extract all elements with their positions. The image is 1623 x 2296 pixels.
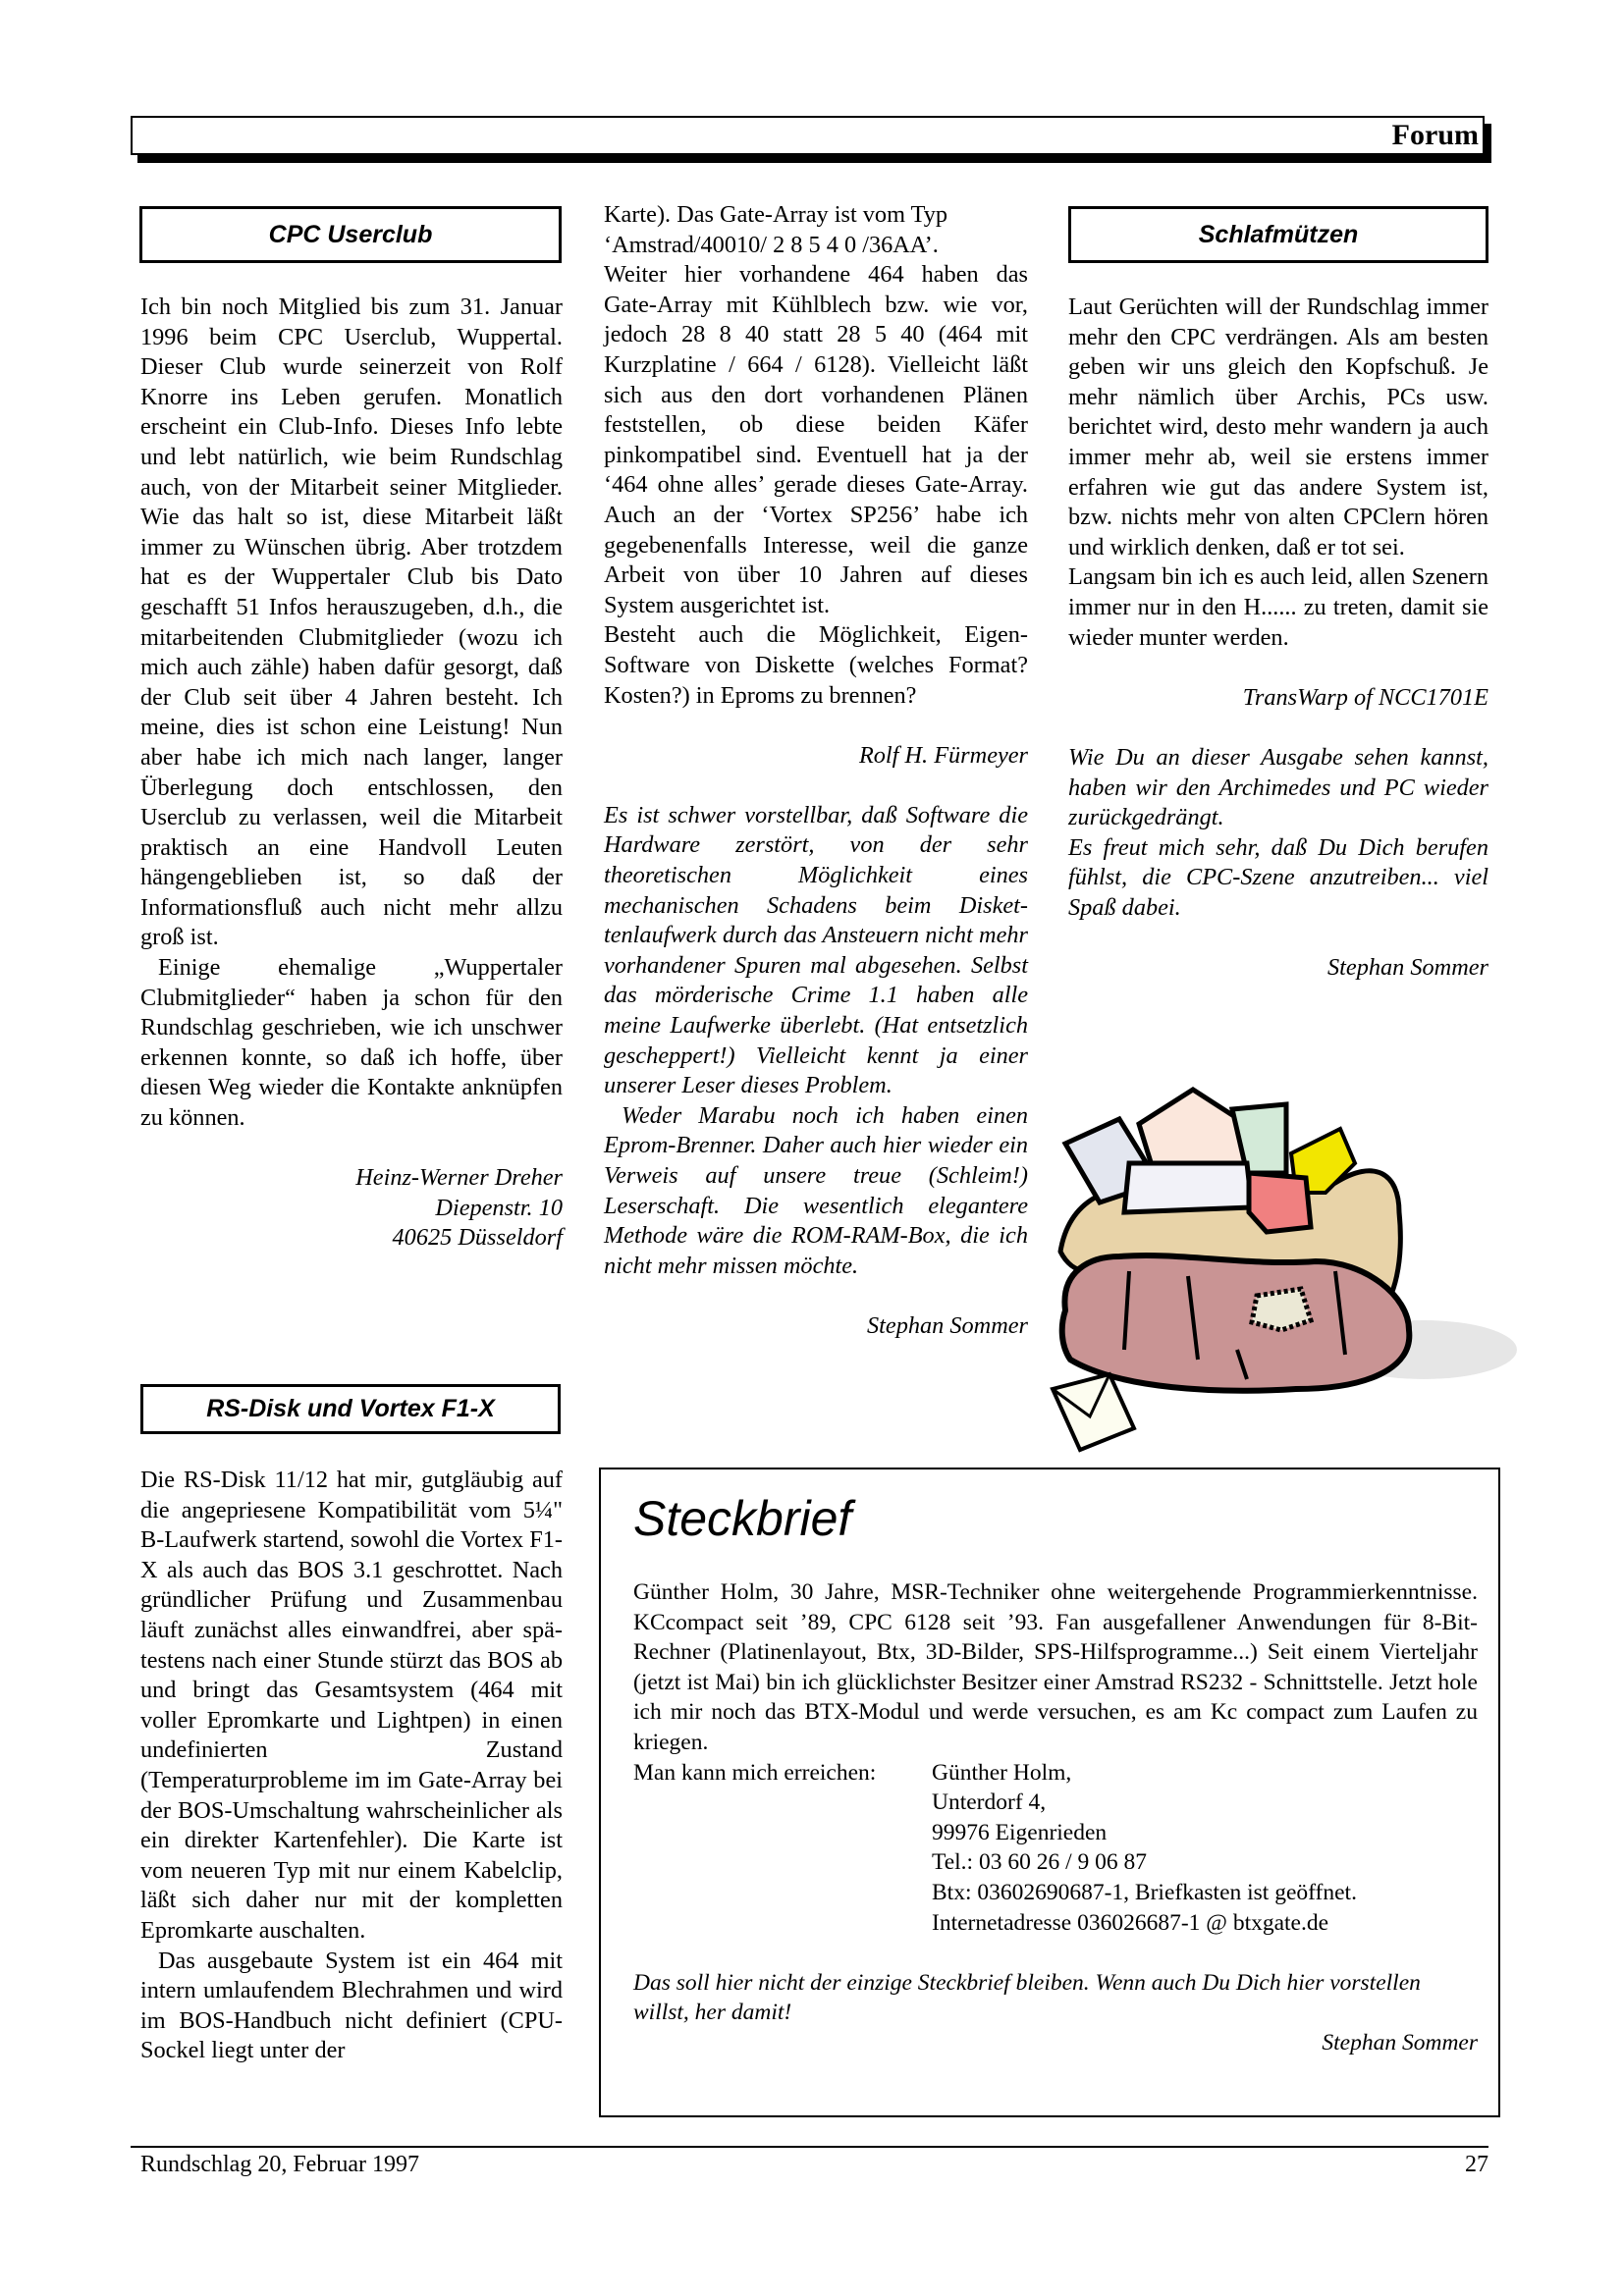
- editor-reply-paragraph: Wie Du an dieser Ausgabe sehen kannst, haben wir den Archimedes und PC wieder zurückgedrängt.: [1068, 743, 1488, 831]
- steckbrief-signature: Stephan Sommer: [1322, 2029, 1478, 2056]
- article-schlafmuetzen: [1068, 293, 1488, 984]
- contact-label: Man kann mich erreichen:: [633, 1759, 877, 1786]
- heading-rs-disk: RS-Disk und Vortex F1-X: [140, 1384, 561, 1434]
- sack-body: [1062, 1255, 1410, 1391]
- contact-street: Unterdorf 4,: [932, 1789, 1047, 1816]
- paragraph: Langsam bin ich es auch leid, allen Szenern immer nur in den H...... zu treten, damit sie wieder munter werden.: [1068, 563, 1488, 651]
- paragraph: Das ausgebaute System ist ein 464 mit intern umlaufendem Blechrahmen und wird im BOS-Handbuch nicht definiert (CPU-Sockel liegt unter der: [140, 1947, 563, 2064]
- contact-name: Günther Holm,: [932, 1759, 1072, 1786]
- steckbrief-closing: Das soll hier nicht der einzige Steckbrief bleiben. Wenn auch Du Dich hier vorstellen willst, her damit!: [633, 1969, 1421, 2026]
- contact-block: [633, 1758, 1478, 1939]
- editor-reply-paragraph: Es freut mich sehr, daß Du Dich berufen fühlst, die CPC-Szene anzutreiben... viel Spaß dabei.: [1068, 833, 1488, 921]
- signature-name: Rolf H. Fürmeyer: [858, 741, 1028, 769]
- paragraph: Einige ehemalige „Wuppertaler Clubmitglieder“ haben ja schon für den Rundschlag geschrieben, wie ich unschwer erkennen konnte, so daß ich hoffe, über diesen Weg wieder die Kontakte anknüpfen zu können.: [140, 954, 563, 1132]
- footer-rule: [131, 2146, 1488, 2148]
- paragraph: Die RS-Disk 11/12 hat mir, gutgläubig auf die angepriesene Kompatibilität vom 5¼" B-Laufwerk startend, sowohl die Vortex F1-X als auch das BOS 3.1 geschrottet. Nach gründlicher Prüfung und Zusammenbau läuft zunächst alles einwandfrei, aber spätestens nach einer Stunde stürzt das BOS ab und bringt das Gesamtsystem (464 mit voller Epromkarte und Lightpen) in einen undefinierten Zustand (Temperaturprobleme im im Gate-Array bei der BOS-Umschaltung wahrscheinlicher als ein direkter Kartenfehler). Die Karte ist vom neueren Typ mit nur einem Kabelclip, läßt sich daher nur mit der kompletten Epromkarte auschalten.: [140, 1467, 563, 1944]
- paragraph: Besteht auch die Möglichkeit, Eigen-Software von Diskette (welches Format? Kosten?) in Eproms zu brennen?: [604, 621, 1028, 709]
- editor-reply-paragraph: Es ist schwer vorstellbar, daß Software die Hardware zerstört, von der sehr theoretischen Möglichkeit eines mechanischen Schadens beim Diskettenlaufwerk durch das Ansteuern nicht mehr vorhandener Spuren mal abgesehen. Selbst das mörderische Crime 1.1 haben alle meine Laufwerke überlebt. (Hat entsetzlich gescheppert!) Vielleicht kennt ja einer unserer Leser dieses Problem.: [604, 801, 1028, 1099]
- editor-signature: Stephan Sommer: [1327, 954, 1488, 982]
- signature-name: Heinz-Werner Dreher: [355, 1164, 563, 1192]
- section-header-bar: [131, 116, 1485, 155]
- paragraph: Laut Gerüchten will der Rundschlag immer mehr den CPC verdrängen. Als am besten geben wir uns gleich den Kopfschuß. Je mehr nämlich über Archis, PCs usw. berichtet wird, desto mehr wandern ja auch immer mehr ab, weil sie erstens immer erfahren wie gut das andere System ist, bzw. nichts mehr von alten CPClern hören und wirklich denken, daß er tot sei.: [1068, 294, 1488, 561]
- letter-pink: [1249, 1173, 1311, 1232]
- contact-lines: [932, 1758, 1478, 1939]
- contact-internet: Internetadresse 036026687-1 @ btxgate.de: [932, 1909, 1329, 1936]
- page-number: 27: [1465, 2152, 1488, 2177]
- steckbrief-body: [633, 1577, 1478, 2058]
- contact-phone: Tel.: 03 60 26 / 9 06 87: [932, 1849, 1147, 1876]
- steckbrief-title: Steckbrief: [633, 1491, 852, 1546]
- footer-publication: Rundschlag 20, Februar 1997: [140, 2152, 419, 2177]
- contact-city: 99976 Eigenrieden: [932, 1819, 1108, 1845]
- signature-street: Diepenstr. 10: [435, 1194, 563, 1221]
- letter-white: [1124, 1163, 1252, 1212]
- paragraph: Ich bin noch Mitglied bis zum 31. Januar 1996 beim CPC Userclub, Wuppertal. Dieser Club wurde seinerzeit von Rolf Knorre ins Leben gerufen. Monatlich erscheint ein Club-Info. Dieses Info lebte und lebt natürlich, wie beim Rundschlag auch, von der Mitarbeit seiner Mitglieder. Wie das halt so ist, diese Mitarbeit läßt immer zu Wünschen übrig. Aber trotzdem hat es der Wuppertaler Club bis Dato geschafft 51 Infos herauszugeben, d.h., die mitarbeitenden Clubmitglieder (wozu ich mich auch zähle) haben dafür gesorgt, daß der Club seit über 4 Jahren besteht. Ich meine, dies ist schon eine Leistung! Nun aber habe ich mich nach langer, langer Überlegung doch entschlossen, den Userclub zu verlassen, weil die Mitarbeit praktisch an eine Handvoll Leuten hängengeblieben ist, so daß der Informationsfluß auch nicht mehr allzu groß ist.: [140, 294, 563, 951]
- signature-block: [140, 1163, 563, 1254]
- paragraph: Karte). Das Gate-Array ist vom Typ ‘Amstrad/40010/ 2 8 5 4 0 /36AA’.: [604, 201, 948, 258]
- heading-schlafmuetzen: Schlafmützen: [1068, 206, 1488, 263]
- steckbrief-intro: Günther Holm, 30 Jahre, MSR-Techniker ohne weitergehende Programmierkenntnisse. KCcompact seit ’89, CPC 6128 seit ’93. Fan ausgefallener Anwendungen für 8-Bit-Rechner (Platinenlayout, Btx, 3D-Bilder, SPS-Hilfsprogramme...) Seit einem Vierteljahr (jetzt ist Mai) bin ich glücklichster Besitzer einer Amstrad RS232 - Schnittstelle. Jetzt hole ich mir noch das BTX-Modul und werde versuchen, es am Kc compact zum Laufen zu kriegen.: [633, 1579, 1478, 1755]
- paragraph: Weiter hier vorhandene 464 haben das Gate-Array mit Kühlblech bzw. wie vor, jedoch 28 8 40 statt 28 5 40 (464 mit Kurzplatine / 664 / 6128). Vielleicht läßt sich aus den dort vorhandenen Plänen feststellen, ob diese beiden Käfer pinkompatibel sind. Eventuell hat ja der ‘464 ohne alles’ gerade dieses Gate-Array. Auch an der ‘Vortex SP256’ habe ich gegebenenfalls Interesse, weil die ganze Arbeit von über 10 Jahren auf dieses System ausgerichtet ist.: [604, 261, 1028, 618]
- steckbrief-box: [599, 1468, 1500, 2117]
- contact-btx: Btx: 03602690687-1, Briefkasten ist geöffnet.: [932, 1879, 1357, 1905]
- section-title: Forum: [1391, 119, 1479, 151]
- signature-name: TransWarp of NCC1701E: [1242, 683, 1488, 711]
- editor-reply-paragraph: Weder Marabu noch ich haben einen Eprom-Brenner. Daher auch hier wieder ein Verweis auf unsere treue (Schleim!) Leserschaft. Die wesentlich elegantere Methode wäre die ROM-RAM-Box, die ich nicht mehr missen möchte.: [604, 1101, 1028, 1279]
- article-rs-disk-continued: [604, 200, 1028, 1342]
- signature-city: 40625 Düsseldorf: [392, 1224, 563, 1252]
- mail-sack-icon: [1041, 1065, 1517, 1458]
- article-rs-disk: [140, 1466, 563, 2066]
- editor-signature: Stephan Sommer: [867, 1311, 1028, 1339]
- heading-cpc-userclub: CPC Userclub: [139, 206, 562, 263]
- article-cpc-userclub: [140, 293, 563, 1254]
